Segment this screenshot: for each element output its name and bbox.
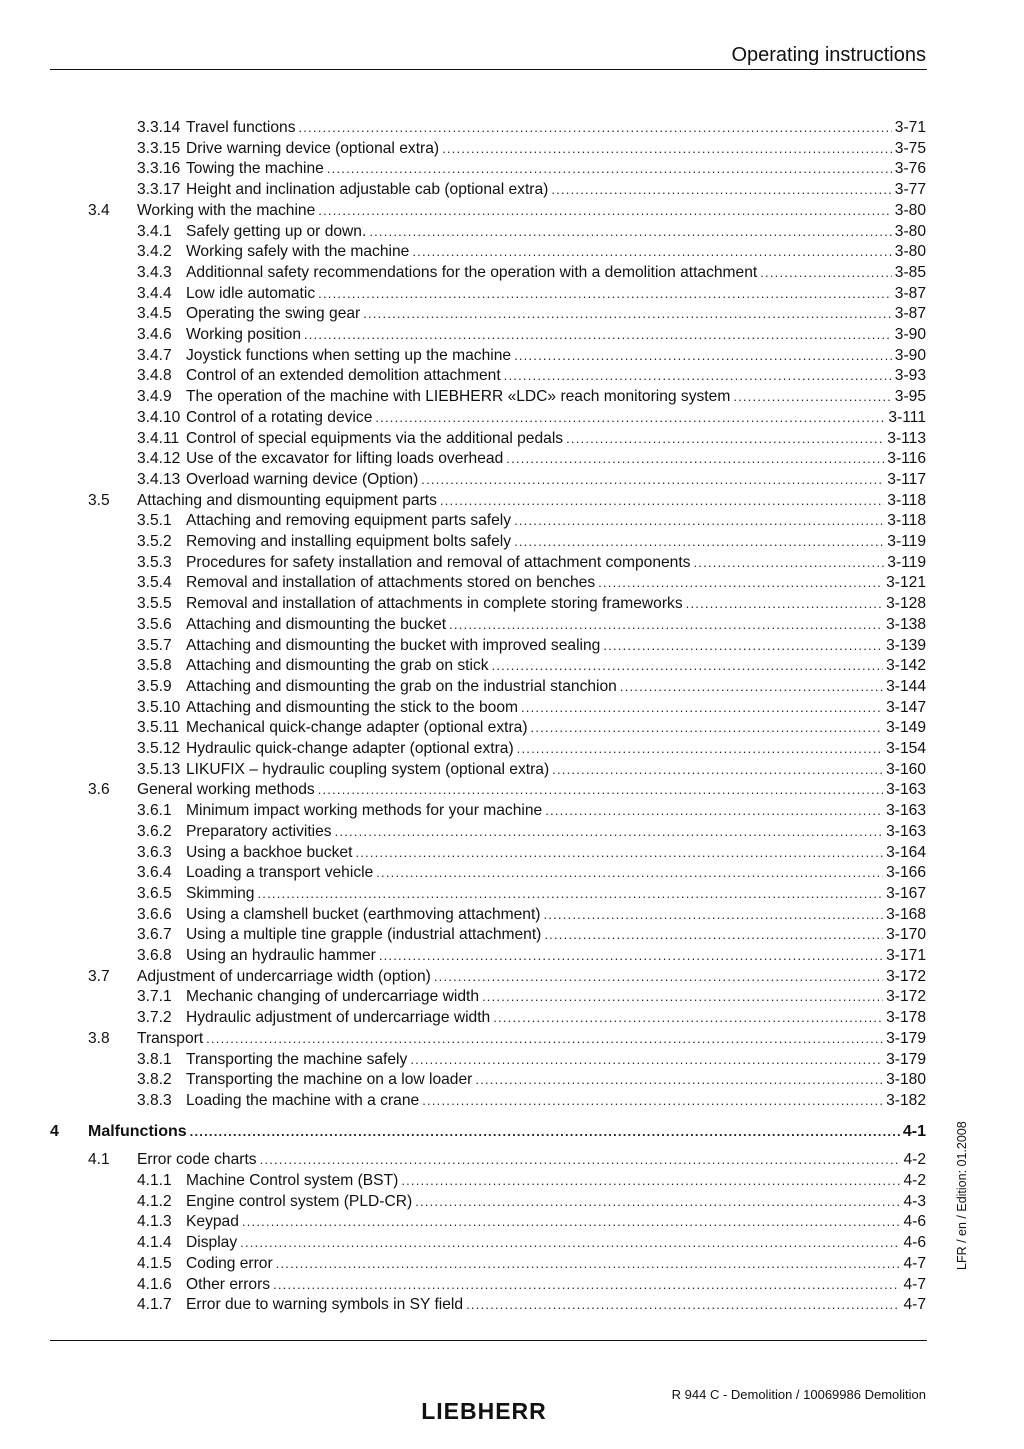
page-header-title: Operating instructions <box>731 44 926 66</box>
toc-entry-number: 3.3.14 <box>137 119 181 136</box>
toc-entry-title: Attaching and dismounting the stick to the boom <box>186 698 518 716</box>
toc-entry[interactable] <box>88 1029 926 1049</box>
toc-dot-leader <box>379 946 883 966</box>
toc-dot-leader <box>190 1122 900 1142</box>
toc-entry-number: 3.6 <box>88 781 110 799</box>
toc-entry[interactable] <box>137 449 926 469</box>
toc-dot-leader <box>401 1171 900 1191</box>
toc-entry-page: 3-118 <box>887 491 926 509</box>
toc-entry-number: 3.8.3 <box>137 1091 172 1109</box>
toc-entry-page: 3-170 <box>886 926 926 944</box>
toc-dot-leader <box>273 1275 900 1295</box>
logo-wordmark: LIEBHERR <box>421 1399 547 1423</box>
toc-entry-number: 3.6.5 <box>137 884 172 902</box>
toc-entry-number: 4.1.7 <box>137 1296 172 1314</box>
toc-entry-title: The operation of the machine with LIEBHERR «LDC» reach monitoring system <box>186 388 731 406</box>
toc-entry-title: General working methods <box>137 781 315 799</box>
toc-dot-leader <box>514 511 884 531</box>
toc-entry-title: Removing and installing equipment bolts safely <box>186 533 512 550</box>
toc-entry-title: Travel functions <box>186 119 296 136</box>
toc-entry-title: Control of a rotating device <box>186 408 373 426</box>
toc-entry-number: 3.4.12 <box>137 450 181 468</box>
toc-entry-title: Attaching and dismounting equipment parts <box>137 491 437 509</box>
toc-dot-leader <box>492 656 884 676</box>
toc-entry-title: Attaching and dismounting the bucket with improved sealing <box>186 636 601 654</box>
toc-entry[interactable] <box>137 511 926 531</box>
toc-entry-title: Using a backhoe bucket <box>186 843 353 861</box>
toc-entry-title: Transporting the machine on a low loader <box>186 1071 473 1089</box>
toc-dot-leader <box>415 1192 900 1212</box>
toc-entry[interactable] <box>137 925 926 945</box>
toc-dot-leader <box>517 739 883 759</box>
toc-entry-number: 4.1.3 <box>137 1213 172 1231</box>
toc-dot-leader <box>504 366 892 386</box>
toc-entry-page: 3-80 <box>894 243 926 261</box>
toc-entry-number: 3.4.13 <box>137 470 181 488</box>
toc-entry-page: 3-163 <box>886 802 926 820</box>
toc-entry-page: 3-119 <box>887 533 926 550</box>
toc-entry-page: 3-111 <box>888 408 926 426</box>
toc-entry-number: 3.5.4 <box>137 574 172 592</box>
toc-entry-title: Attaching and removing equipment parts safely <box>186 512 512 530</box>
toc-entry-page: 3-164 <box>886 843 926 861</box>
toc-dot-leader <box>552 760 883 780</box>
toc-entry-title: Mechanic changing of undercarriage width <box>186 988 479 1006</box>
toc-entry-page: 3-172 <box>886 967 926 985</box>
toc-entry-title: Keypad <box>186 1213 239 1231</box>
toc-entry-page: 3-149 <box>886 719 926 737</box>
toc-dot-leader <box>421 470 884 490</box>
toc-entry-title: Safely getting up or down. <box>186 222 367 240</box>
toc-entry-number: 3.5 <box>88 491 110 509</box>
toc-entry-title: Attaching and dismounting the grab on stick <box>186 657 489 675</box>
toc-entry-page: 3-168 <box>886 905 926 923</box>
toc-dot-leader <box>375 408 885 428</box>
toc-entry-title: Control of special equipments via the additional pedals <box>186 429 564 447</box>
toc-entry[interactable] <box>137 532 926 552</box>
toc-entry-title: Error code charts <box>137 1151 257 1169</box>
toc-dot-leader <box>376 863 883 883</box>
toc-entry[interactable] <box>137 263 926 283</box>
toc-entry[interactable] <box>137 1171 926 1191</box>
toc-entry-title: Malfunctions <box>88 1122 187 1140</box>
toc-entry-title: Working with the machine <box>137 201 316 219</box>
toc-entry-page: 3-171 <box>886 947 926 964</box>
toc-entry-number: 3.4.6 <box>137 326 172 343</box>
toc-entry-page: 3-119 <box>887 553 926 571</box>
toc-entry-number: 3.4.3 <box>137 263 172 281</box>
toc-entry-number: 3.6.1 <box>137 802 172 820</box>
toc-entry-number: 3.5.8 <box>137 657 172 675</box>
toc-entry[interactable] <box>137 470 926 490</box>
toc-entry-page: 4-6 <box>903 1213 926 1231</box>
toc-entry-number: 3.4.7 <box>137 346 172 364</box>
toc-entry-page: 3-163 <box>886 822 926 840</box>
toc-entry[interactable] <box>88 491 926 511</box>
toc-dot-leader <box>733 387 891 407</box>
toc-dot-leader <box>449 615 883 635</box>
toc-entry-title: Minimum impact working methods for your machine <box>186 802 543 820</box>
toc-entry-number: 3.6.2 <box>137 822 172 840</box>
toc-dot-leader <box>440 491 884 511</box>
toc-entry[interactable] <box>137 1050 926 1070</box>
toc-dot-leader <box>335 822 884 842</box>
toc-entry-number: 3.7.2 <box>137 1009 172 1027</box>
toc-dot-leader <box>257 884 883 904</box>
toc-entry[interactable] <box>137 408 926 428</box>
toc-entry[interactable] <box>137 387 926 407</box>
toc-entry[interactable] <box>137 1233 926 1253</box>
toc-entry-page: 3-180 <box>886 1071 926 1089</box>
toc-entry-title: Other errors <box>186 1275 271 1293</box>
toc-entry[interactable] <box>137 1254 926 1274</box>
toc-entry[interactable] <box>137 429 926 449</box>
toc-entry-number: 4 <box>50 1122 59 1140</box>
toc-entry[interactable] <box>137 159 926 179</box>
toc-entry-number: 3.5.2 <box>137 533 172 550</box>
toc-entry[interactable] <box>137 1212 926 1232</box>
toc-entry[interactable] <box>137 118 926 138</box>
toc-entry-number: 3.7.1 <box>137 988 172 1006</box>
toc-entry-page: 3-147 <box>886 698 926 716</box>
toc-entry-title: Attaching and dismounting the bucket <box>186 615 447 633</box>
toc-dot-leader <box>327 159 892 179</box>
toc-entry-number: 3.5.7 <box>137 636 172 654</box>
toc-entry-title: Removal and installation of attachments stored on benches <box>186 574 596 592</box>
toc-entry[interactable] <box>137 656 926 676</box>
toc-entry-title: Skimming <box>186 884 255 902</box>
toc-entry-title: Mechanical quick-change adapter (optional extra) <box>186 719 528 737</box>
toc-entry[interactable] <box>137 843 926 863</box>
toc-entry-number: 3.6.3 <box>137 843 172 861</box>
toc-entry[interactable] <box>137 553 926 573</box>
toc-dot-leader <box>482 987 883 1007</box>
toc-entry-page: 3-166 <box>886 864 926 882</box>
toc-entry[interactable] <box>137 1295 926 1315</box>
toc-dot-leader <box>304 325 892 345</box>
toc-entry-number: 3.4.4 <box>137 284 172 302</box>
toc-entry-number: 4.1.1 <box>137 1172 172 1189</box>
toc-dot-leader <box>299 118 892 138</box>
toc-entry[interactable] <box>137 863 926 883</box>
toc-entry-title: Hydraulic adjustment of undercarriage width <box>186 1009 491 1027</box>
toc-entry-page: 3-76 <box>894 160 926 178</box>
toc-entry[interactable] <box>137 366 926 386</box>
toc-entry[interactable] <box>88 780 926 800</box>
toc-entry[interactable] <box>137 884 926 904</box>
toc-entry-number: 3.6.8 <box>137 947 172 964</box>
toc-entry-number: 3.3.17 <box>137 181 181 199</box>
toc-entry-number: 3.8 <box>88 1029 110 1047</box>
toc-entry-number: 3.4.9 <box>137 388 172 406</box>
toc-entry-title: Display <box>186 1234 238 1252</box>
toc-dot-leader <box>276 1254 901 1274</box>
toc-entry-page: 4-7 <box>903 1275 926 1293</box>
toc-entry[interactable] <box>137 739 926 759</box>
toc-entry[interactable] <box>137 718 926 738</box>
toc-dot-leader <box>493 1008 883 1028</box>
toc-entry-number: 3.7 <box>88 967 110 985</box>
toc-entry-number: 3.8.1 <box>137 1050 172 1068</box>
toc-entry-number: 3.4.10 <box>137 408 181 426</box>
toc-dot-leader <box>318 284 892 304</box>
toc-entry-number: 3.5.11 <box>137 719 180 737</box>
toc-entry-title: Drive warning device (optional extra) <box>186 139 440 157</box>
toc-entry-number: 3.6.7 <box>137 926 172 944</box>
toc-dot-leader <box>551 180 891 200</box>
toc-entry-title: Coding error <box>186 1254 273 1272</box>
toc-entry-page: 3-118 <box>887 512 926 530</box>
toc-entry[interactable] <box>137 1008 926 1028</box>
toc-entry-number: 3.4.8 <box>137 367 172 385</box>
toc-dot-leader <box>355 843 883 863</box>
toc-dot-leader <box>620 677 883 697</box>
toc-entry-page: 4-1 <box>902 1122 926 1140</box>
toc-entry[interactable] <box>137 1070 926 1090</box>
toc-dot-leader <box>521 698 883 718</box>
toc-entry-number: 3.5.12 <box>137 740 181 757</box>
toc-entry-page: 4-6 <box>903 1234 926 1252</box>
toc-entry[interactable] <box>137 1091 926 1111</box>
toc-entry-title: Loading the machine with a crane <box>186 1091 420 1109</box>
toc-entry-title: Towing the machine <box>186 160 324 178</box>
toc-dot-leader <box>544 925 883 945</box>
toc-entry-page: 3-117 <box>887 470 926 488</box>
toc-entry-number: 3.5.13 <box>137 760 181 778</box>
toc-entry-page: 4-2 <box>903 1151 926 1169</box>
toc-entry-number: 3.5.6 <box>137 615 172 633</box>
toc-entry-title: Adjustment of undercarriage width (option) <box>137 967 431 985</box>
footer-rule <box>50 1340 927 1341</box>
toc-dot-leader <box>240 1233 900 1253</box>
toc-entry[interactable] <box>137 760 926 780</box>
toc-entry-page: 4-2 <box>903 1172 926 1189</box>
toc-dot-leader <box>363 304 892 324</box>
toc-entry-page: 3-80 <box>894 201 926 219</box>
toc-entry-page: 3-179 <box>886 1029 926 1047</box>
toc-entry-page: 4-7 <box>903 1296 926 1314</box>
toc-entry-number: 3.4.5 <box>137 305 172 323</box>
toc-entry-title: Low idle automatic <box>186 284 316 302</box>
toc-dot-leader <box>442 139 892 159</box>
toc-dot-leader <box>686 594 883 614</box>
toc-entry-number: 3.6.4 <box>137 864 172 882</box>
toc-dot-leader <box>475 1070 883 1090</box>
toc-entry[interactable] <box>137 615 926 635</box>
toc-entry-number: 3.3.15 <box>137 139 181 157</box>
toc-entry-page: 4-3 <box>903 1192 926 1210</box>
toc-entry-page: 3-167 <box>886 884 926 902</box>
toc-entry-title: Working safely with the machine <box>186 243 410 261</box>
toc-entry-title: Error due to warning symbols in SY field <box>186 1296 464 1314</box>
toc-entry-page: 3-139 <box>886 636 926 654</box>
toc-entry-page: 3-77 <box>894 181 926 199</box>
toc-entry-number: 3.5.10 <box>137 698 181 716</box>
toc-entry-page: 3-75 <box>894 139 926 157</box>
toc-dot-leader <box>466 1295 900 1315</box>
toc-dot-leader <box>318 780 883 800</box>
toc-entry-number: 3.4.2 <box>137 243 172 261</box>
toc-dot-leader <box>318 201 892 221</box>
toc-dot-leader <box>514 346 892 366</box>
toc-entry-number: 3.6.6 <box>137 905 172 923</box>
toc-entry-title: Working position <box>186 326 301 343</box>
toc-entry[interactable] <box>137 180 926 200</box>
toc-entry-page: 3-90 <box>894 346 926 364</box>
toc-dot-leader <box>410 1050 883 1070</box>
toc-entry-page: 4-7 <box>903 1254 926 1272</box>
toc-dot-leader <box>260 1150 901 1170</box>
toc-dot-leader <box>412 242 891 262</box>
toc-entry[interactable] <box>88 967 926 987</box>
toc-entry-number: 3.5.9 <box>137 677 172 695</box>
toc-entry-page: 3-178 <box>886 1009 926 1027</box>
toc-entry[interactable] <box>137 573 926 593</box>
toc-entry-number: 3.4.1 <box>137 222 172 240</box>
toc-entry-page: 3-182 <box>886 1091 926 1109</box>
toc-entry[interactable] <box>50 1122 926 1142</box>
toc-entry-title: Operating the swing gear <box>186 305 361 323</box>
toc-entry-number: 3.5.3 <box>137 553 172 571</box>
toc-entry[interactable] <box>137 1275 926 1295</box>
toc-entry-number: 4.1.2 <box>137 1192 172 1210</box>
toc-entry[interactable] <box>137 987 926 1007</box>
toc-dot-leader <box>543 905 883 925</box>
toc-entry-number: 3.5.1 <box>137 512 172 530</box>
toc-entry-page: 3-121 <box>886 574 926 592</box>
toc-entry[interactable] <box>137 946 926 966</box>
toc-entry-title: Joystick functions when setting up the machine <box>186 346 512 364</box>
toc-entry-title: Machine Control system (BST) <box>186 1172 399 1189</box>
toc-dot-leader <box>531 718 884 738</box>
footer-document-id: R 944 C - Demolition / 10069986 Demolition <box>671 1387 926 1402</box>
toc-dot-leader <box>514 532 884 552</box>
toc-entry[interactable] <box>137 284 926 304</box>
toc-entry[interactable] <box>88 1150 926 1170</box>
toc-entry[interactable] <box>137 139 926 159</box>
toc-entry[interactable] <box>137 594 926 614</box>
toc-entry-number: 4.1.5 <box>137 1254 172 1272</box>
toc-entry-title: Additionnal safety recommendations for the operation with a demolition attachment <box>186 263 758 281</box>
toc-entry-title: Procedures for safety installation and removal of attachment components <box>186 553 691 571</box>
toc-dot-leader <box>434 967 883 987</box>
toc-entry[interactable] <box>137 677 926 697</box>
toc-entry-title: Loading a transport vehicle <box>186 864 374 882</box>
toc-entry-page: 3-138 <box>886 615 926 633</box>
toc-dot-leader <box>506 449 884 469</box>
toc-entry-page: 3-113 <box>887 429 926 447</box>
toc-entry[interactable] <box>137 304 926 324</box>
toc-entry-title: Height and inclination adjustable cab (optional extra) <box>186 181 549 199</box>
toc-entry-title: Transport <box>137 1029 204 1047</box>
toc-dot-leader <box>242 1212 901 1232</box>
toc-entry-title: Using a multiple tine grapple (industrial attachment) <box>186 926 542 944</box>
edition-label: LFR / en / Edition: 01.2008 <box>955 1121 969 1270</box>
toc-entry-title: Preparatory activities <box>186 822 332 840</box>
toc-entry-page: 3-95 <box>894 388 926 406</box>
toc-dot-leader <box>206 1029 883 1049</box>
toc-entry-title: Use of the excavator for lifting loads overhead <box>186 450 504 468</box>
toc-entry[interactable] <box>137 905 926 925</box>
toc-entry-number: 4.1 <box>88 1151 110 1169</box>
toc-entry[interactable] <box>137 698 926 718</box>
toc-dot-leader <box>369 222 891 242</box>
toc-entry-page: 3-90 <box>894 326 926 343</box>
toc-entry-number: 4.1.4 <box>137 1234 172 1252</box>
toc-entry-title: Using a clamshell bucket (earthmoving attachment) <box>186 905 541 923</box>
toc-entry-page: 3-85 <box>894 263 926 281</box>
toc-entry-number: 3.3.16 <box>137 160 181 178</box>
toc-entry[interactable] <box>88 201 926 221</box>
toc-dot-leader <box>422 1091 883 1111</box>
toc-entry[interactable] <box>137 636 926 656</box>
liebherr-logo <box>403 1399 565 1423</box>
toc-entry-title: Hydraulic quick-change adapter (optional extra) <box>186 740 514 757</box>
toc-dot-leader <box>693 553 884 573</box>
toc-entry[interactable] <box>137 325 926 345</box>
toc-entry-page: 3-80 <box>894 222 926 240</box>
toc-entry[interactable] <box>137 222 926 242</box>
toc-entry-page: 3-160 <box>886 760 926 778</box>
toc-entry-number: 3.5.5 <box>137 595 172 613</box>
toc-entry-title: Control of an extended demolition attachment <box>186 367 501 385</box>
toc-entry-number: 3.8.2 <box>137 1071 172 1089</box>
toc-entry-title: Engine control system (PLD-CR) <box>186 1192 413 1210</box>
toc-entry-page: 3-128 <box>886 595 926 613</box>
toc-entry[interactable] <box>137 801 926 821</box>
toc-entry-title: Overload warning device (Option) <box>186 470 419 488</box>
toc-entry-title: Attaching and dismounting the grab on the industrial stanchion <box>186 677 617 695</box>
toc-entry[interactable] <box>137 822 926 842</box>
toc-entry-page: 3-172 <box>886 988 926 1006</box>
toc-dot-leader <box>603 636 883 656</box>
toc-dot-leader <box>598 573 883 593</box>
toc-entry-title: Transporting the machine safely <box>186 1050 408 1068</box>
toc-entry-page: 3-142 <box>886 657 926 675</box>
toc-entry-page: 3-93 <box>894 367 926 385</box>
toc-entry[interactable] <box>137 242 926 262</box>
toc-entry-page: 3-71 <box>894 119 926 136</box>
toc-dot-leader <box>545 801 883 821</box>
toc-dot-leader <box>760 263 892 283</box>
toc-entry-page: 3-116 <box>887 450 926 468</box>
toc-entry-page: 3-163 <box>886 781 926 799</box>
toc-entry-page: 3-179 <box>886 1050 926 1068</box>
toc-entry-title: LIKUFIX – hydraulic coupling system (optional extra) <box>186 760 550 778</box>
toc-entry-page: 3-87 <box>894 284 926 302</box>
toc-entry-page: 3-87 <box>894 305 926 323</box>
toc-entry-title: Removal and installation of attachments in complete storing frameworks <box>186 595 683 613</box>
toc-entry-page: 3-154 <box>886 740 926 757</box>
toc-entry[interactable] <box>137 1192 926 1212</box>
toc-entry[interactable] <box>137 346 926 366</box>
toc-dot-leader <box>566 429 884 449</box>
toc-entry-title: Using an hydraulic hammer <box>186 947 376 964</box>
toc-entry-number: 3.4.11 <box>137 429 180 447</box>
toc-entry-number: 4.1.6 <box>137 1275 172 1293</box>
toc-entry-number: 3.4 <box>88 201 110 219</box>
toc-entry-page: 3-144 <box>886 677 926 695</box>
